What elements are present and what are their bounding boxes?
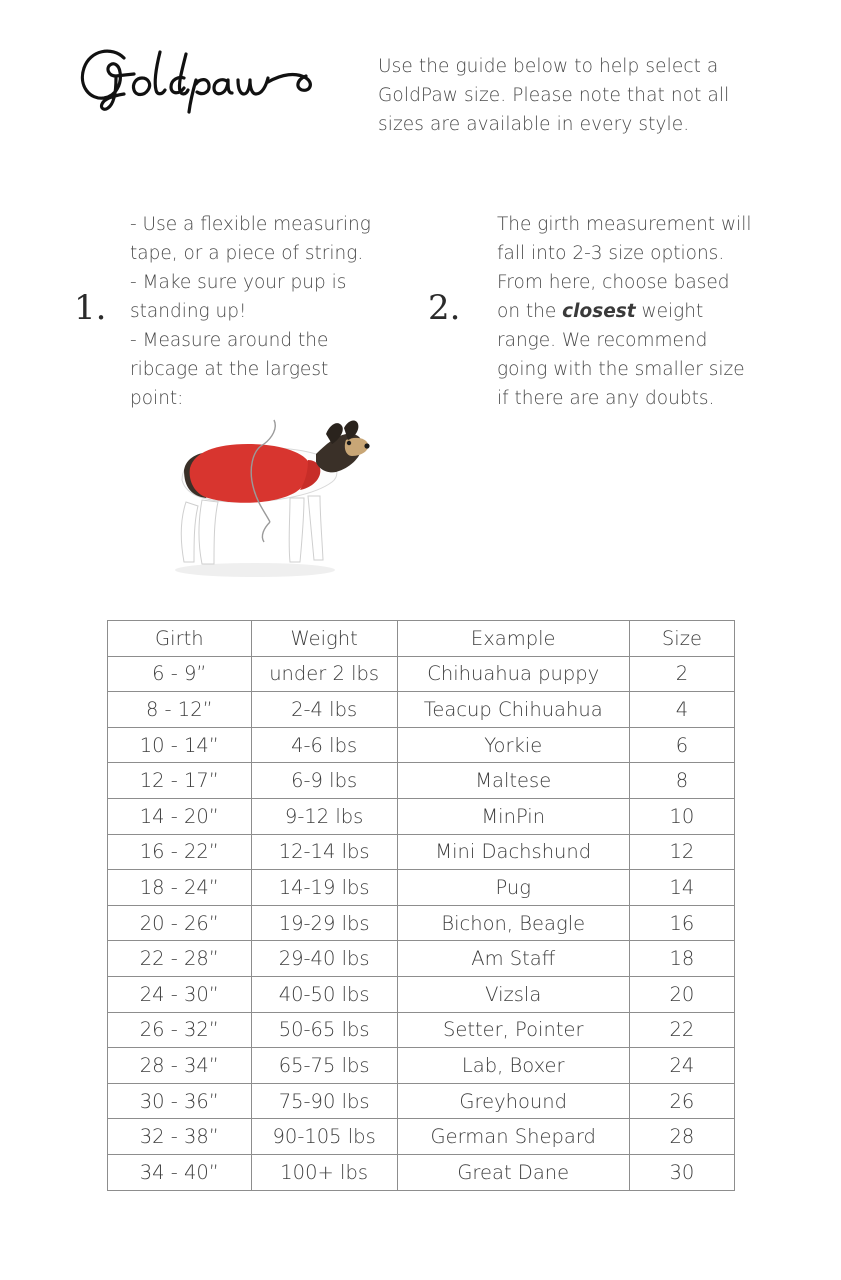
table-row	[108, 1012, 735, 1048]
step-1-line: ribcage at the largest	[130, 359, 329, 380]
cell-size: 18	[629, 941, 734, 977]
step-2-number: 2.	[428, 288, 461, 328]
step-1-line: - Use a flexible measuring	[130, 214, 371, 235]
cell-size: 16	[629, 905, 734, 941]
table-row	[108, 905, 735, 941]
cell-example: Am Staff	[397, 941, 629, 977]
cell-weight: 50-65 lbs	[251, 1012, 397, 1048]
dog-illustration-icon	[140, 410, 370, 590]
table-row	[108, 727, 735, 763]
cell-weight: 12-14 lbs	[251, 834, 397, 870]
cell-weight: 75-90 lbs	[251, 1083, 397, 1119]
cell-example: Bichon, Beagle	[397, 905, 629, 941]
column-header-weight: Weight	[251, 621, 397, 657]
table-header-row	[108, 621, 735, 657]
column-header-example: Example	[397, 621, 629, 657]
table-row	[108, 976, 735, 1012]
cell-size: 30	[629, 1154, 734, 1190]
cell-example: Vizsla	[397, 976, 629, 1012]
cell-weight: 65-75 lbs	[251, 1048, 397, 1084]
cell-weight: 6-9 lbs	[251, 763, 397, 799]
step-2-text: The girth measurement will fall into 2-3 size options. From here, choose based on the closest weight range. We recommend going with the smaller size if there are any doubts.	[497, 214, 752, 409]
cell-girth: 18 - 24”	[108, 870, 252, 906]
step-1-line: tape, or a piece of string.	[130, 243, 364, 264]
cell-girth: 10 - 14”	[108, 727, 252, 763]
table-row	[108, 692, 735, 728]
cell-girth: 14 - 20”	[108, 798, 252, 834]
step-1-line: - Measure around the	[130, 330, 329, 351]
table-row	[108, 941, 735, 977]
cell-size: 4	[629, 692, 734, 728]
table-row	[108, 1154, 735, 1190]
cell-weight: 4-6 lbs	[251, 727, 397, 763]
cell-size: 10	[629, 798, 734, 834]
cell-girth: 6 - 9”	[108, 656, 252, 692]
goldpaw-script-wordmark-icon	[72, 38, 342, 118]
table-row	[108, 763, 735, 799]
cell-size: 14	[629, 870, 734, 906]
cell-girth: 16 - 22”	[108, 834, 252, 870]
cell-weight: 9-12 lbs	[251, 798, 397, 834]
cell-size: 28	[629, 1119, 734, 1155]
cell-example: Greyhound	[397, 1083, 629, 1119]
column-header-size: Size	[629, 621, 734, 657]
cell-size: 8	[629, 763, 734, 799]
cell-weight: 90-105 lbs	[251, 1119, 397, 1155]
table-row	[108, 656, 735, 692]
size-chart-table	[107, 620, 735, 1191]
cell-girth: 28 - 34”	[108, 1048, 252, 1084]
table-row	[108, 834, 735, 870]
cell-girth: 20 - 26”	[108, 905, 252, 941]
cell-example: Setter, Pointer	[397, 1012, 629, 1048]
cell-girth: 32 - 38”	[108, 1119, 252, 1155]
table-row	[108, 798, 735, 834]
cell-size: 26	[629, 1083, 734, 1119]
cell-example: Maltese	[397, 763, 629, 799]
goldpaw-logo	[72, 38, 342, 118]
cell-girth: 26 - 32”	[108, 1012, 252, 1048]
table-body	[108, 656, 735, 1190]
table-row	[108, 1119, 735, 1155]
cell-size: 20	[629, 976, 734, 1012]
cell-example: Mini Dachshund	[397, 834, 629, 870]
cell-size: 2	[629, 656, 734, 692]
cell-example: German Shepard	[397, 1119, 629, 1155]
step-1-line: - Make sure your pup is	[130, 272, 347, 293]
dog-measuring-illustration	[140, 410, 370, 590]
cell-girth: 30 - 36”	[108, 1083, 252, 1119]
cell-example: Teacup Chihuahua	[397, 692, 629, 728]
cell-weight: 40-50 lbs	[251, 976, 397, 1012]
cell-example: MinPin	[397, 798, 629, 834]
step-1-line: point:	[130, 388, 184, 409]
cell-girth: 8 - 12”	[108, 692, 252, 728]
cell-weight: 19-29 lbs	[251, 905, 397, 941]
cell-example: Lab, Boxer	[397, 1048, 629, 1084]
cell-weight: 29-40 lbs	[251, 941, 397, 977]
cell-girth: 34 - 40”	[108, 1154, 252, 1190]
cell-weight: 14-19 lbs	[251, 870, 397, 906]
cell-girth: 24 - 30”	[108, 976, 252, 1012]
step-1-number: 1.	[74, 288, 107, 328]
cell-example: Chihuahua puppy	[397, 656, 629, 692]
cell-example: Pug	[397, 870, 629, 906]
intro-paragraph: Use the guide below to help select a GoldPaw size. Please note that not all sizes are available in every style.	[378, 56, 730, 135]
table-row	[108, 1048, 735, 1084]
table-row	[108, 870, 735, 906]
cell-weight: 100+ lbs	[251, 1154, 397, 1190]
step-1-text	[130, 210, 382, 413]
cell-girth: 22 - 28”	[108, 941, 252, 977]
cell-weight: under 2 lbs	[251, 656, 397, 692]
cell-example: Great Dane	[397, 1154, 629, 1190]
cell-size: 22	[629, 1012, 734, 1048]
cell-size: 24	[629, 1048, 734, 1084]
cell-example: Yorkie	[397, 727, 629, 763]
cell-size: 6	[629, 727, 734, 763]
step-1-line: standing up!	[130, 301, 247, 322]
column-header-girth: Girth	[108, 621, 252, 657]
cell-size: 12	[629, 834, 734, 870]
cell-girth: 12 - 17”	[108, 763, 252, 799]
table-row	[108, 1083, 735, 1119]
cell-weight: 2-4 lbs	[251, 692, 397, 728]
